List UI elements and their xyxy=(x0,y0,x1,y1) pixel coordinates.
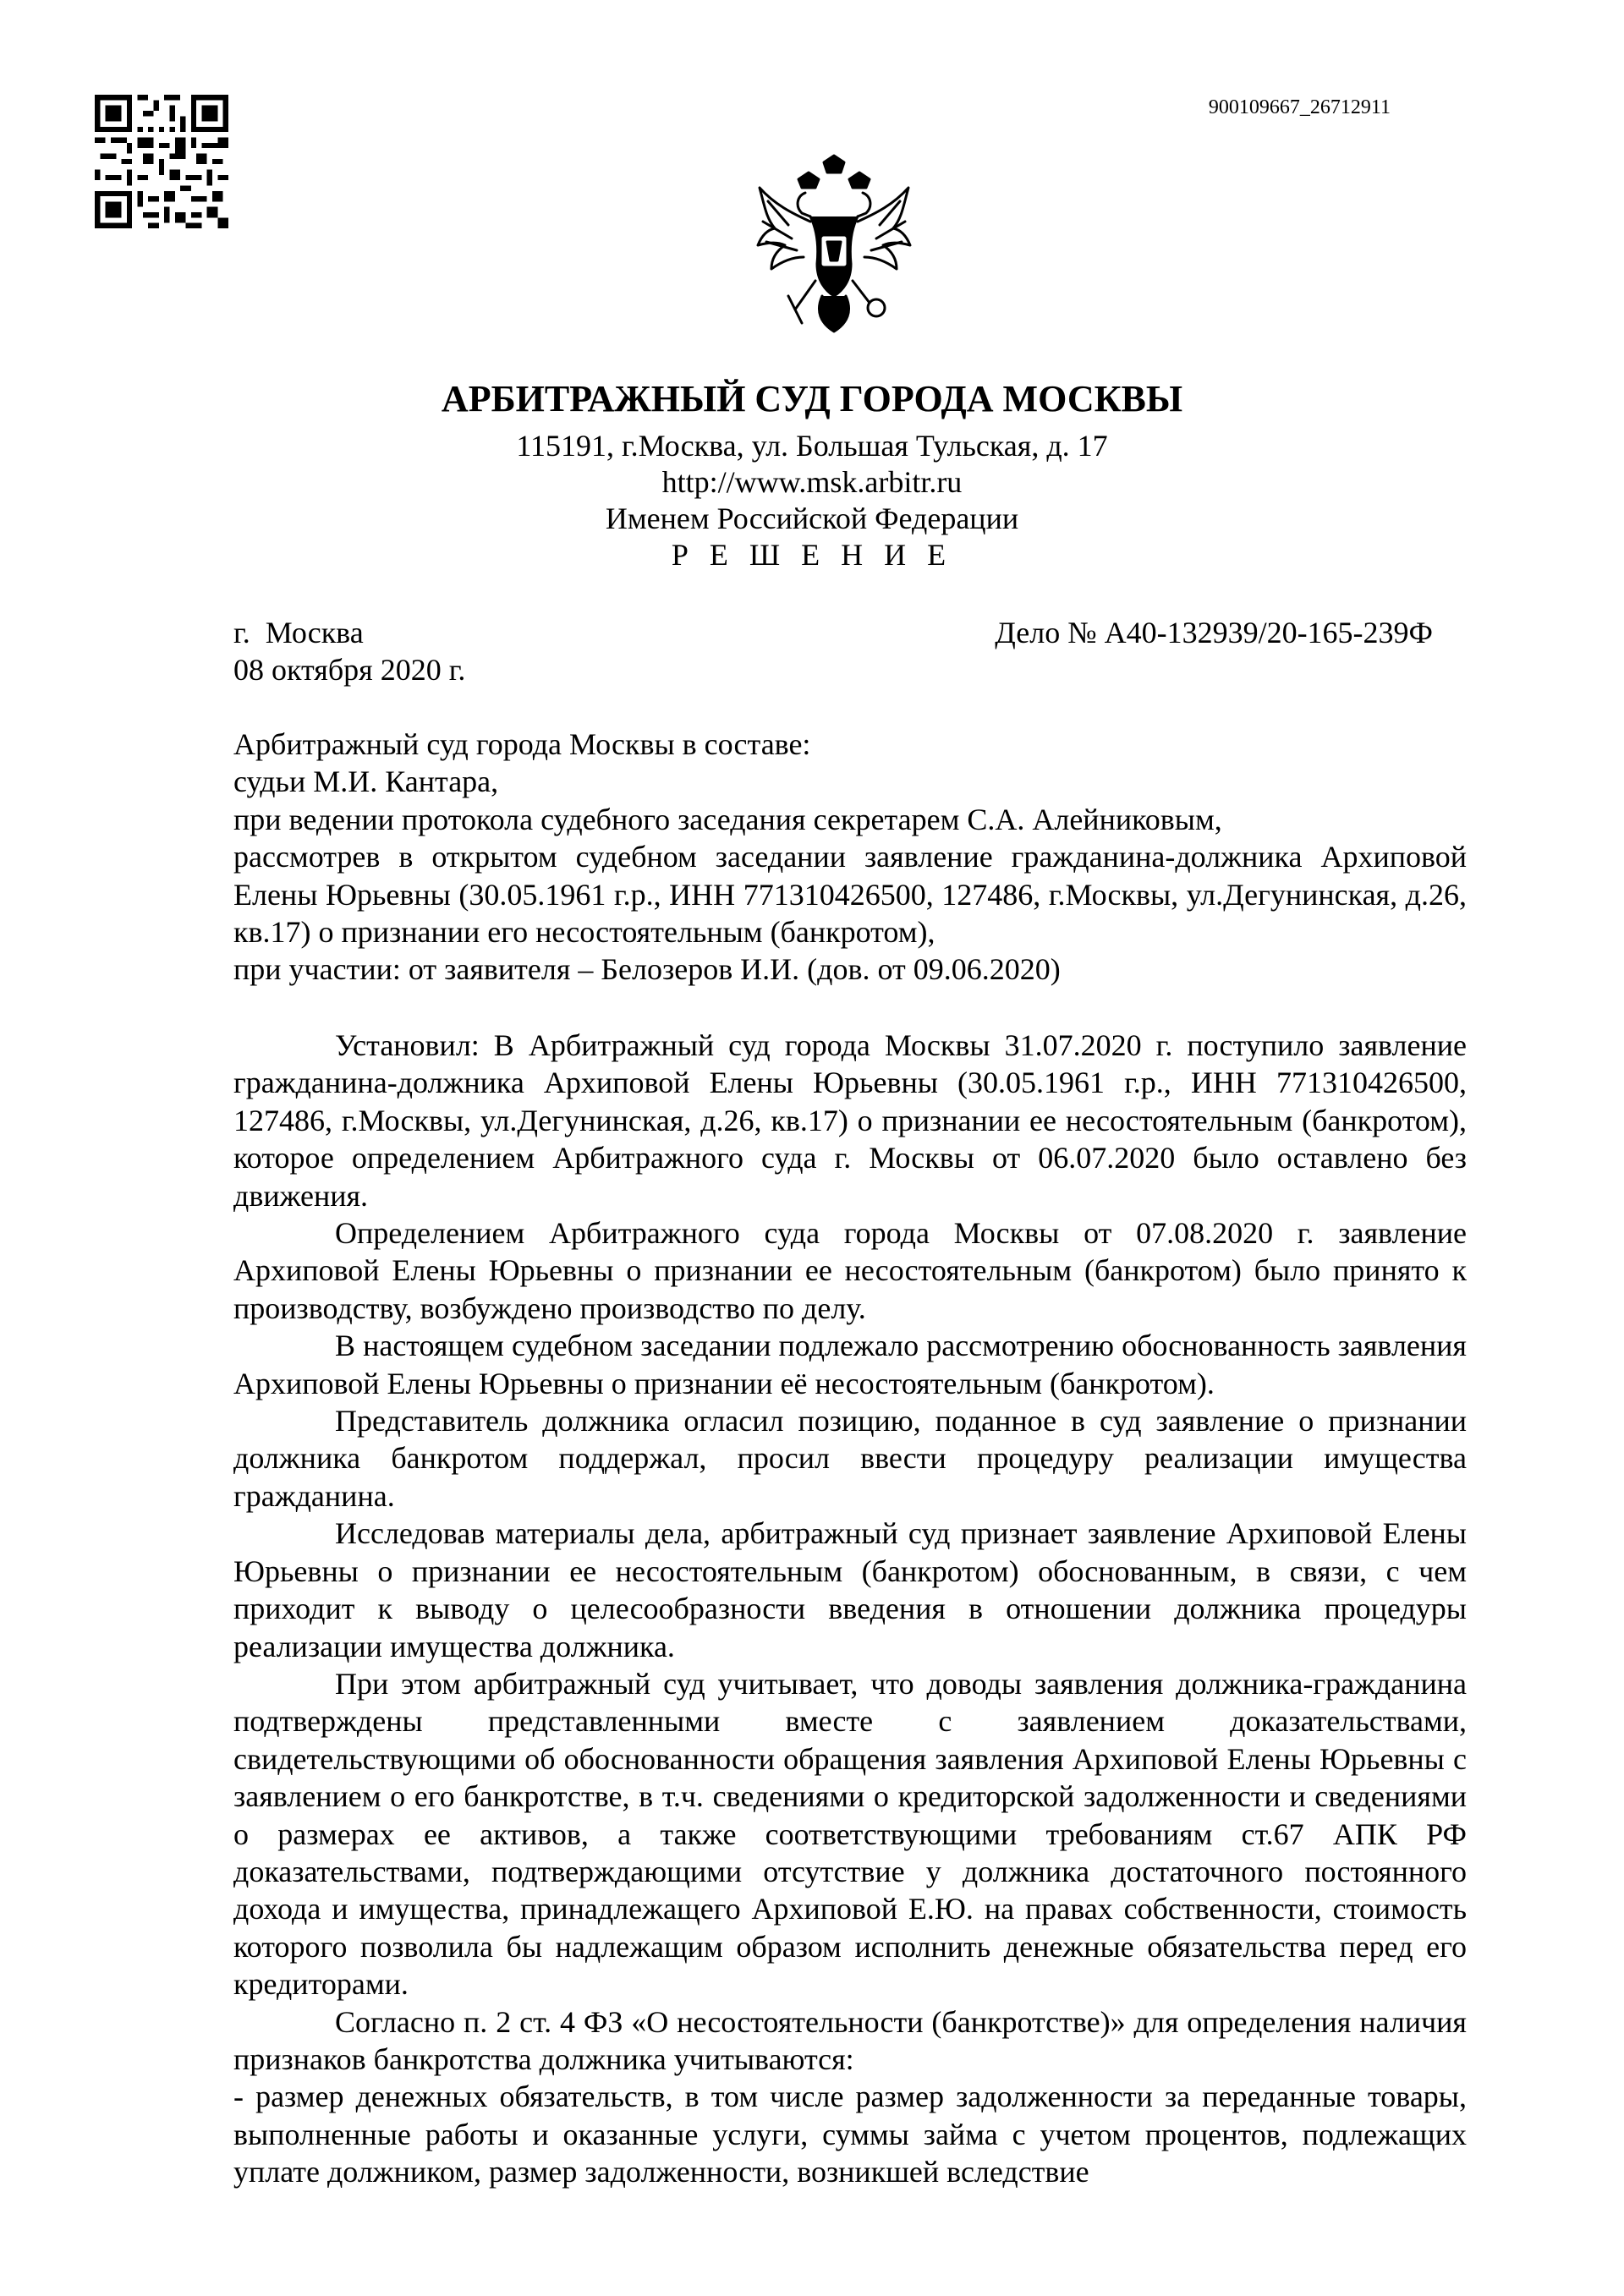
case-date: 08 октября 2020 г. xyxy=(233,653,466,687)
case-city: г. Москва xyxy=(233,616,364,649)
paragraph: В настоящем судебном заседании подлежало рассмотрению обоснованность заявления Архиповой Елены Юрьевны о признании её несостоятельным (банкротом). xyxy=(233,1329,1467,1400)
decision-body xyxy=(233,1027,1467,2191)
russian-coat-of-arms-icon xyxy=(749,154,919,335)
qr-code-icon xyxy=(95,95,228,228)
paragraph: Согласно п. 2 ст. 4 ФЗ «О несостоятельности (банкротстве)» для определения наличия признаков банкротства должника учитываются: xyxy=(233,2004,1467,2076)
intro-line: при участии: от заявителя – Белозеров И.И. (дов. от 09.06.2020) xyxy=(233,952,1061,987)
federation-formula: Именем Российской Федерации xyxy=(605,501,1019,535)
document-number: 900109667_26712911 xyxy=(1208,96,1391,118)
court-name: АРБИТРАЖНЫЙ СУД ГОРОДА МОСКВЫ xyxy=(441,378,1183,419)
paragraph: Представитель должника огласил позицию, поданное в суд заявление о признании должника банкротом поддержал, просил ввести процедуру реализации имущества гражданина. xyxy=(233,1404,1467,1513)
intro-line: рассмотрев в открытом судебном заседании заявление гражданина-должника Архиповой Елены Юрьевны (30.05.1961 г.р., ИНН 771310426500, 127486, г.Москвы, ул.Дегунинская, д.26, кв.17) о признании его несостоятельным (банкротом), xyxy=(233,840,1467,950)
paragraph: Установил: В Арбитражный суд города Москвы 31.07.2020 г. поступило заявление гражданина-должника Архиповой Елены Юрьевны (30.05.1961 г.р., ИНН 771310426500, 127486, г.Москвы, ул.Дегунинская, д.26, кв.17) о признании ее несостоятельным (банкротом), которое определением Арбитражного суда г. Москвы от 06.07.2020 было оставлено без движения. xyxy=(233,1028,1467,1213)
paragraph: При этом арбитражный суд учитывает, что доводы заявления должника-гражданина подтверждены представленными вместе с заявлением доказательствами, свидетельствующими об обоснованности обращения заявления Архиповой Елены Юрьевны с заявлением о его банкротстве, в т.ч. сведениями о кредиторской задолженности и сведениями о размерах ее активов, а также соответствующими требованиям ст.67 АПК РФ доказательствами, подтверждающими отсутствие у должника достаточного постоянного дохода и имущества, принадлежащего Архиповой Е.Ю. на правах собственности, стоимость которого позволила бы надлежащим образом исполнить денежные обязательства перед его кредиторами. xyxy=(233,1666,1467,2002)
court-address: 115191, г.Москва, ул. Большая Тульская, д. 17 xyxy=(516,429,1108,463)
paragraph: Определением Арбитражного суда города Москвы от 07.08.2020 г. заявление Архиповой Елены Юрьевны о признании ее несостоятельным (банкротом) было принято к производству, возбуждено производство по делу. xyxy=(233,1216,1467,1325)
intro-line: Арбитражный суд города Москвы в составе: xyxy=(233,727,811,761)
intro-block xyxy=(233,726,1467,989)
intro-line: судьи М.И. Кантара, xyxy=(233,764,499,799)
court-website: http://www.msk.arbitr.ru xyxy=(661,465,963,499)
list-item: - размер денежных обязательств, в том числе размер задолженности за переданные товары, выполненные работы и оказанные услуги, суммы займа с учетом процентов, подлежащих уплате должником, размер задолженности, возникшей вследствие xyxy=(233,2080,1467,2189)
paragraph: Исследовав материалы дела, арбитражный суд признает заявление Архиповой Елены Юрьевны о признании ее несостоятельным (банкротом) обоснованным, в связи, с чем приходит к выводу о целесообразности введения в отношении должника процедуры реализации имущества должника. xyxy=(233,1516,1467,1663)
case-number: Дело № А40-132939/20-165-239Ф xyxy=(995,616,1433,649)
document-type: Р Е Ш Е Н И Е xyxy=(671,538,953,572)
intro-line: при ведении протокола судебного заседания секретарем С.А. Алейниковым, xyxy=(233,802,1222,836)
